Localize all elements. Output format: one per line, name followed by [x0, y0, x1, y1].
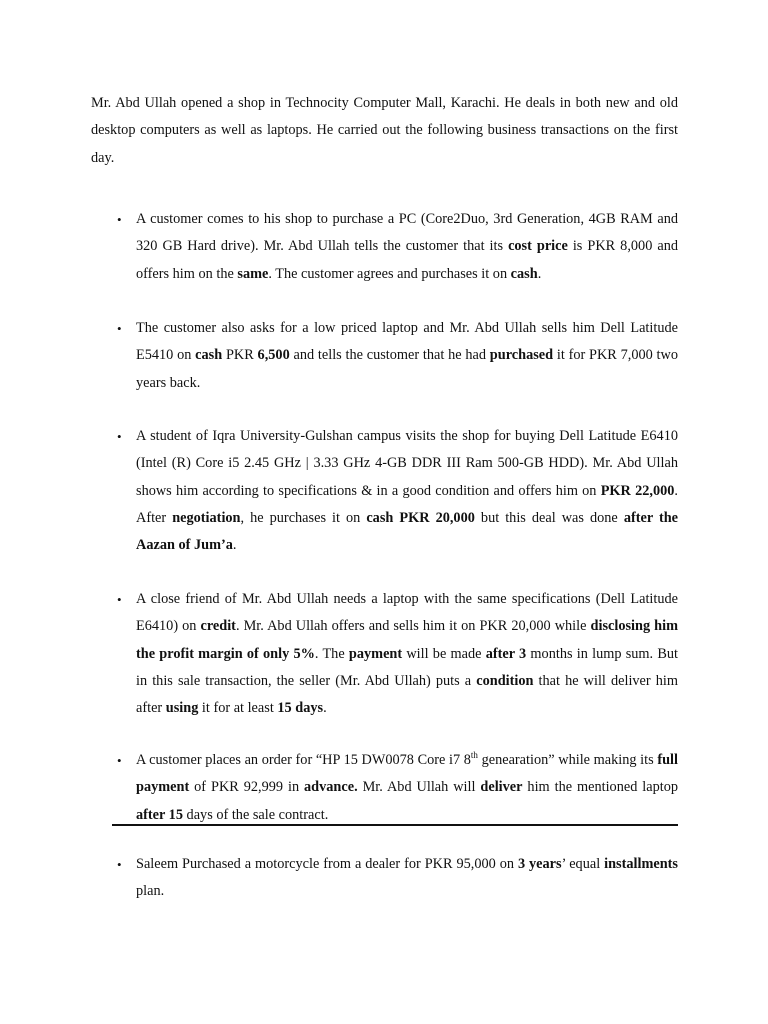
bold-text: purchased — [489, 347, 554, 364]
bold-text: 3 years — [517, 856, 562, 872]
list-item-text: A close friend of Mr. Abd Ullah needs a laptop with the same specifications (Dell Latitude E6410) on credit. Mr. Abd Ullah offers and sells him it on PKR 20,000 while disclosing him the profit margin of only 5%. The payment will be made after 3 months in lump sum. But in this sale transaction, the seller (Mr. Abd Ullah) puts a condition that he will deliver him after using it for at least 15 days. — [136, 591, 678, 717]
bullet-icon: • — [117, 592, 122, 607]
superscript: th — [470, 750, 478, 761]
list-item — [117, 851, 678, 906]
bold-text: full payment — [136, 752, 678, 796]
bold-text: 15 days — [277, 700, 324, 717]
bold-text: after the Aazan of Jum’a — [136, 509, 678, 554]
list-item-text: A customer places an order for “HP 15 DW0078 Core i7 8th genearation” while making its full payment of PKR 92,999 in advance. Mr. Abd Ullah will deliver him the mentioned laptop after 15 days of the sale contract. — [136, 750, 679, 823]
bold-text: after 15 — [136, 806, 183, 823]
bold-text: cash PKR 20,000 — [366, 509, 475, 526]
bullet-icon: • — [117, 753, 122, 768]
bullet-icon: • — [117, 429, 122, 444]
bold-text: installments — [604, 856, 678, 872]
list-item — [117, 747, 678, 829]
bold-text: PKR 22,000 — [600, 482, 675, 499]
bold-text: cash — [195, 347, 223, 364]
horizontal-rule — [112, 824, 678, 826]
bold-text: cost price — [508, 238, 568, 255]
bullet-icon: • — [117, 321, 122, 336]
list-item-text: A customer comes to his shop to purchase a PC (Core2Duo, 3rd Generation, 4GB RAM and 320 GB Hard drive). Mr. Abd Ullah tells the customer that its cost price is PKR 8,000 and offers him on the same. The customer agrees and purchases it on cash. — [136, 211, 678, 282]
bold-text: 6,500 — [257, 347, 290, 364]
bold-text: deliver — [480, 779, 523, 796]
bullet-icon: • — [117, 212, 122, 227]
bold-text: after 3 — [485, 645, 527, 662]
bold-text: disclosing him the profit margin of only 5% — [136, 618, 678, 662]
bold-text: cash — [510, 265, 538, 282]
bold-text: credit — [200, 618, 236, 635]
list-item-text: A student of Iqra University-Gulshan campus visits the shop for buying Dell Latitude E6410 (Intel (R) Core i5 2.45 GHz | 3.33 GHz 4-GB DDR III Ram 500-GB HDD). Mr. Abd Ullah shows him according to specifications & in a good condition and offers him on PKR 22,000. After negotiation, he purchases it on cash PKR 20,000 but this deal was done after the Aazan of Jum’a. — [136, 428, 678, 554]
list-item — [117, 315, 678, 397]
bullet-icon: • — [117, 857, 122, 872]
list-item — [117, 206, 678, 288]
list-item — [117, 586, 678, 722]
bold-text: payment — [348, 645, 403, 662]
list-item — [117, 423, 678, 559]
bold-text: same — [237, 265, 269, 282]
intro-paragraph: Mr. Abd Ullah opened a shop in Technocity Computer Mall, Karachi. He deals in both new and old desktop computers as well as laptops. He carried out the following business transactions on the first day. — [91, 95, 678, 166]
list-item-text: The customer also asks for a low priced laptop and Mr. Abd Ullah sells him Dell Latitude E5410 on cash PKR 6,500 and tells the customer that he had purchased it for PKR 7,000 two years back. — [136, 320, 678, 391]
bold-text: negotiation — [172, 509, 241, 526]
list-item-text: Saleem Purchased a motorcycle from a dealer for PKR 95,000 on 3 years’ equal installments plan. — [136, 856, 678, 900]
bold-text: advance. — [304, 779, 358, 796]
bold-text: condition — [476, 672, 534, 689]
bold-text: using — [165, 700, 199, 717]
